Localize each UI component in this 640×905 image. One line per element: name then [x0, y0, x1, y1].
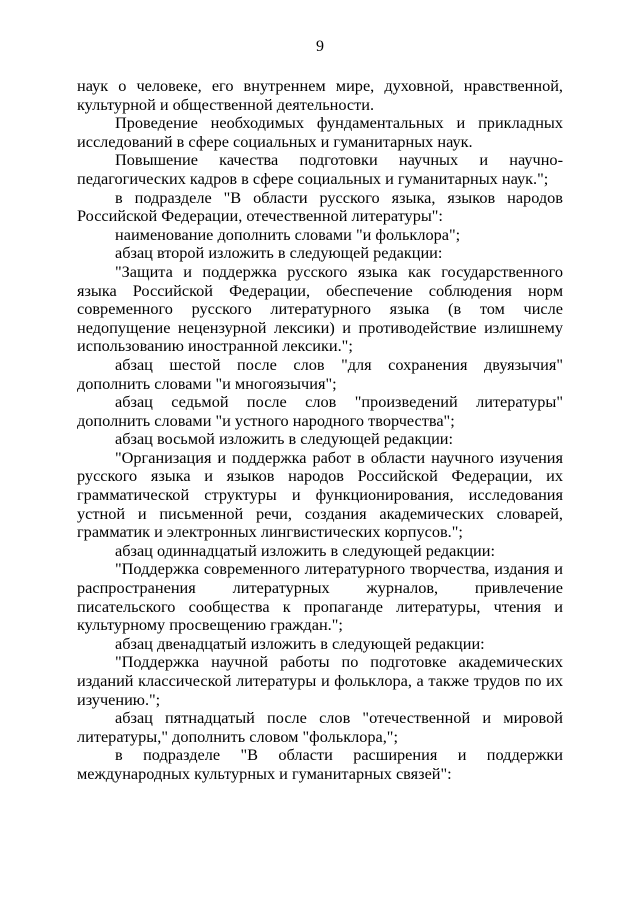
paragraph-17: в подразделе "В области расширения и поддержки международных культурных и гуманитарных связей":	[77, 745, 563, 783]
paragraph-1: наук о человеке, его внутреннем мире, духовной, нравственной, культурной и общественной деятельности.	[77, 76, 563, 114]
paragraph-7: "Защита и поддержка русского языка как государственного языка Российской Федерации, обеспечение соблюдения норм современного русского литературного языка (в том числе недопущение нецензурной лексики) и противодействие излишнему использованию иностранной лексики.";	[77, 261, 563, 356]
paragraph-10: абзац восьмой изложить в следующей редакции:	[115, 429, 454, 449]
paragraph-5: наименование дополнить словами "и фольклора";	[115, 224, 461, 244]
paragraph-15: "Поддержка научной работы по подготовке академических изданий классической литературы и фольклора, а также трудов по их изучению.";	[77, 652, 563, 709]
paragraph-2: Проведение необходимых фундаментальных и прикладных исследований в сфере социальных и гуманитарных наук.	[77, 113, 563, 151]
paragraph-12: абзац одиннадцатый изложить в следующей редакции:	[115, 540, 495, 560]
paragraph-16: абзац пятнадцатый после слов "отечественной и мировой литературы," дополнить словом "фольклора,";	[77, 708, 563, 746]
paragraph-8: абзац шестой после слов "для сохранения двуязычия" дополнить словами "и многоязычия";	[77, 354, 563, 393]
page-number: 9	[316, 38, 324, 55]
paragraph-11: "Организация и поддержка работ в области научного изучения русского языка и языков народов Российской Федерации, их грамматической структуры и функционирования, исследования устной и письменной речи, создания академических словарей, грамматик и электронных лингвистических корпусов.";	[77, 447, 563, 542]
document-body	[77, 77, 563, 784]
paragraph-3: Повышение качества подготовки научных и научно-педагогических кадров в сфере социальных и гуманитарных наук.";	[77, 150, 563, 188]
paragraph-4: в подразделе "В области русского языка, языков народов Российской Федерации, отечественной литературы":	[77, 187, 563, 226]
paragraph-9: абзац седьмой после слов "произведений литературы" дополнить словами "и устного народного творчества";	[77, 392, 563, 430]
paragraph-13: "Поддержка современного литературного творчества, издания и распространения литературных журналов, привлечение писательского сообщества к пропаганде литературы, чтения и культурному просвещению граждан.";	[77, 559, 563, 635]
paragraph-14: абзац двенадцатый изложить в следующей редакции:	[115, 633, 485, 653]
paragraph-6: абзац второй изложить в следующей редакции:	[115, 243, 443, 263]
